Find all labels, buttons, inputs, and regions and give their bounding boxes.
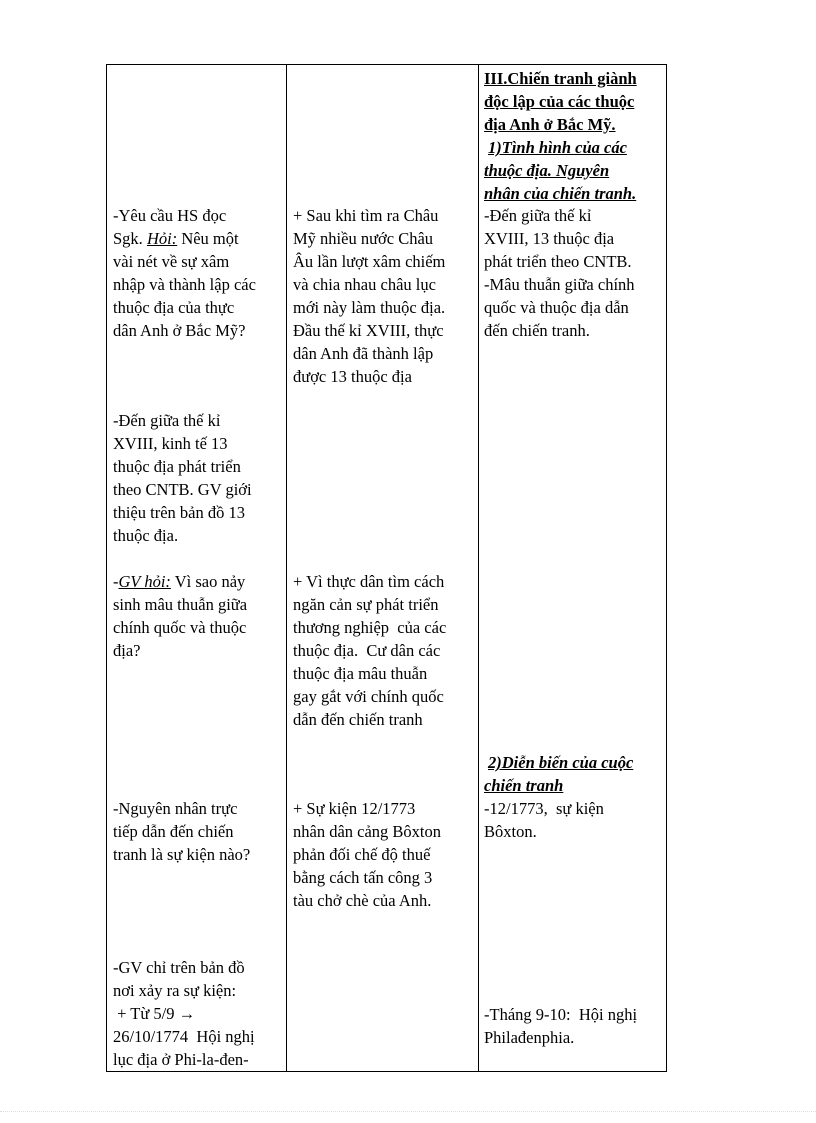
gv-hoi-label: GV hỏi: — [118, 572, 171, 591]
student-answer-3: + Sự kiện 12/1773 nhân dân cảng Bôxton phản đối chế độ thuế bằng cách tấn công 3 tàu chở chè của Anh. — [293, 799, 442, 910]
teacher-activity-column — [107, 65, 287, 1072]
student-answer-1: + Sau khi tìm ra Châu Mỹ nhiều nước Châu Âu lần lượt xâm chiếm và chia nhau châu lục mới này làm thuộc địa. Đầu thế kỉ XVIII, thực dân Anh đã thành lập được 13 thuộc địa — [293, 206, 446, 386]
content-summary-2: -12/1773, sự kiện Bôxton. — [484, 799, 604, 841]
content-summary-1: -Đến giữa thế kỉ XVIII, 13 thuộc địa phát triển theo CNTB. -Mâu thuẫn giữa chính quốc và thuộc địa dẫn đến chiến tranh. — [484, 206, 635, 340]
student-answer-2: + Vì thực dân tìm cách ngăn cản sự phát triển thương nghiệp của các thuộc địa. Cư dân các thuộc địa mâu thuẫn gay gắt với chính quốc dẫn đến chiến tranh — [293, 572, 447, 729]
section-heading: III.Chiến tranh giành độc lập của các thuộc địa Anh ở Bắc Mỹ. — [484, 69, 637, 134]
lesson-table — [106, 64, 667, 1072]
student-activity-column — [287, 65, 479, 1072]
subsection-2-heading: 2)Diễn biến của cuộc chiến tranh — [484, 753, 634, 795]
teacher-note-1: -Đến giữa thế kỉ XVIII, kinh tế 13 thuộc địa phát triển theo CNTB. GV giới thiệu trên bản đồ 13 thuộc địa. — [113, 411, 252, 545]
lesson-content-column — [479, 65, 667, 1072]
teacher-note-2: -GV chỉ trên bản đồ nơi xảy ra sự kiện: + Từ 5/9 → 26/10/1774 Hội nghị lục địa ở Phi-la-đen- — [113, 958, 255, 1069]
hoi-label: Hỏi: — [146, 229, 178, 248]
teacher-question-3: -Nguyên nhân trực tiếp dẫn đến chiến tranh là sự kiện nào? — [113, 799, 251, 864]
subsection-1-heading: 1)Tình hình của các thuộc địa. Nguyên nhân của chiến tranh. — [484, 138, 637, 203]
teacher-question-1: -Yêu cầu HS đọc Sgk. Hỏi: Nêu một vài nét về sự xâm nhập và thành lập các thuộc địa của thực dân Anh ở Bắc Mỹ? — [113, 206, 256, 340]
teacher-question-2: -GV hỏi: Vì sao nảy sinh mâu thuẫn giữa chính quốc và thuộc địa? — [113, 572, 248, 660]
content-summary-3: -Tháng 9-10: Hội nghị Philađenphia. — [484, 1005, 638, 1047]
page-bottom-divider — [0, 1111, 816, 1112]
